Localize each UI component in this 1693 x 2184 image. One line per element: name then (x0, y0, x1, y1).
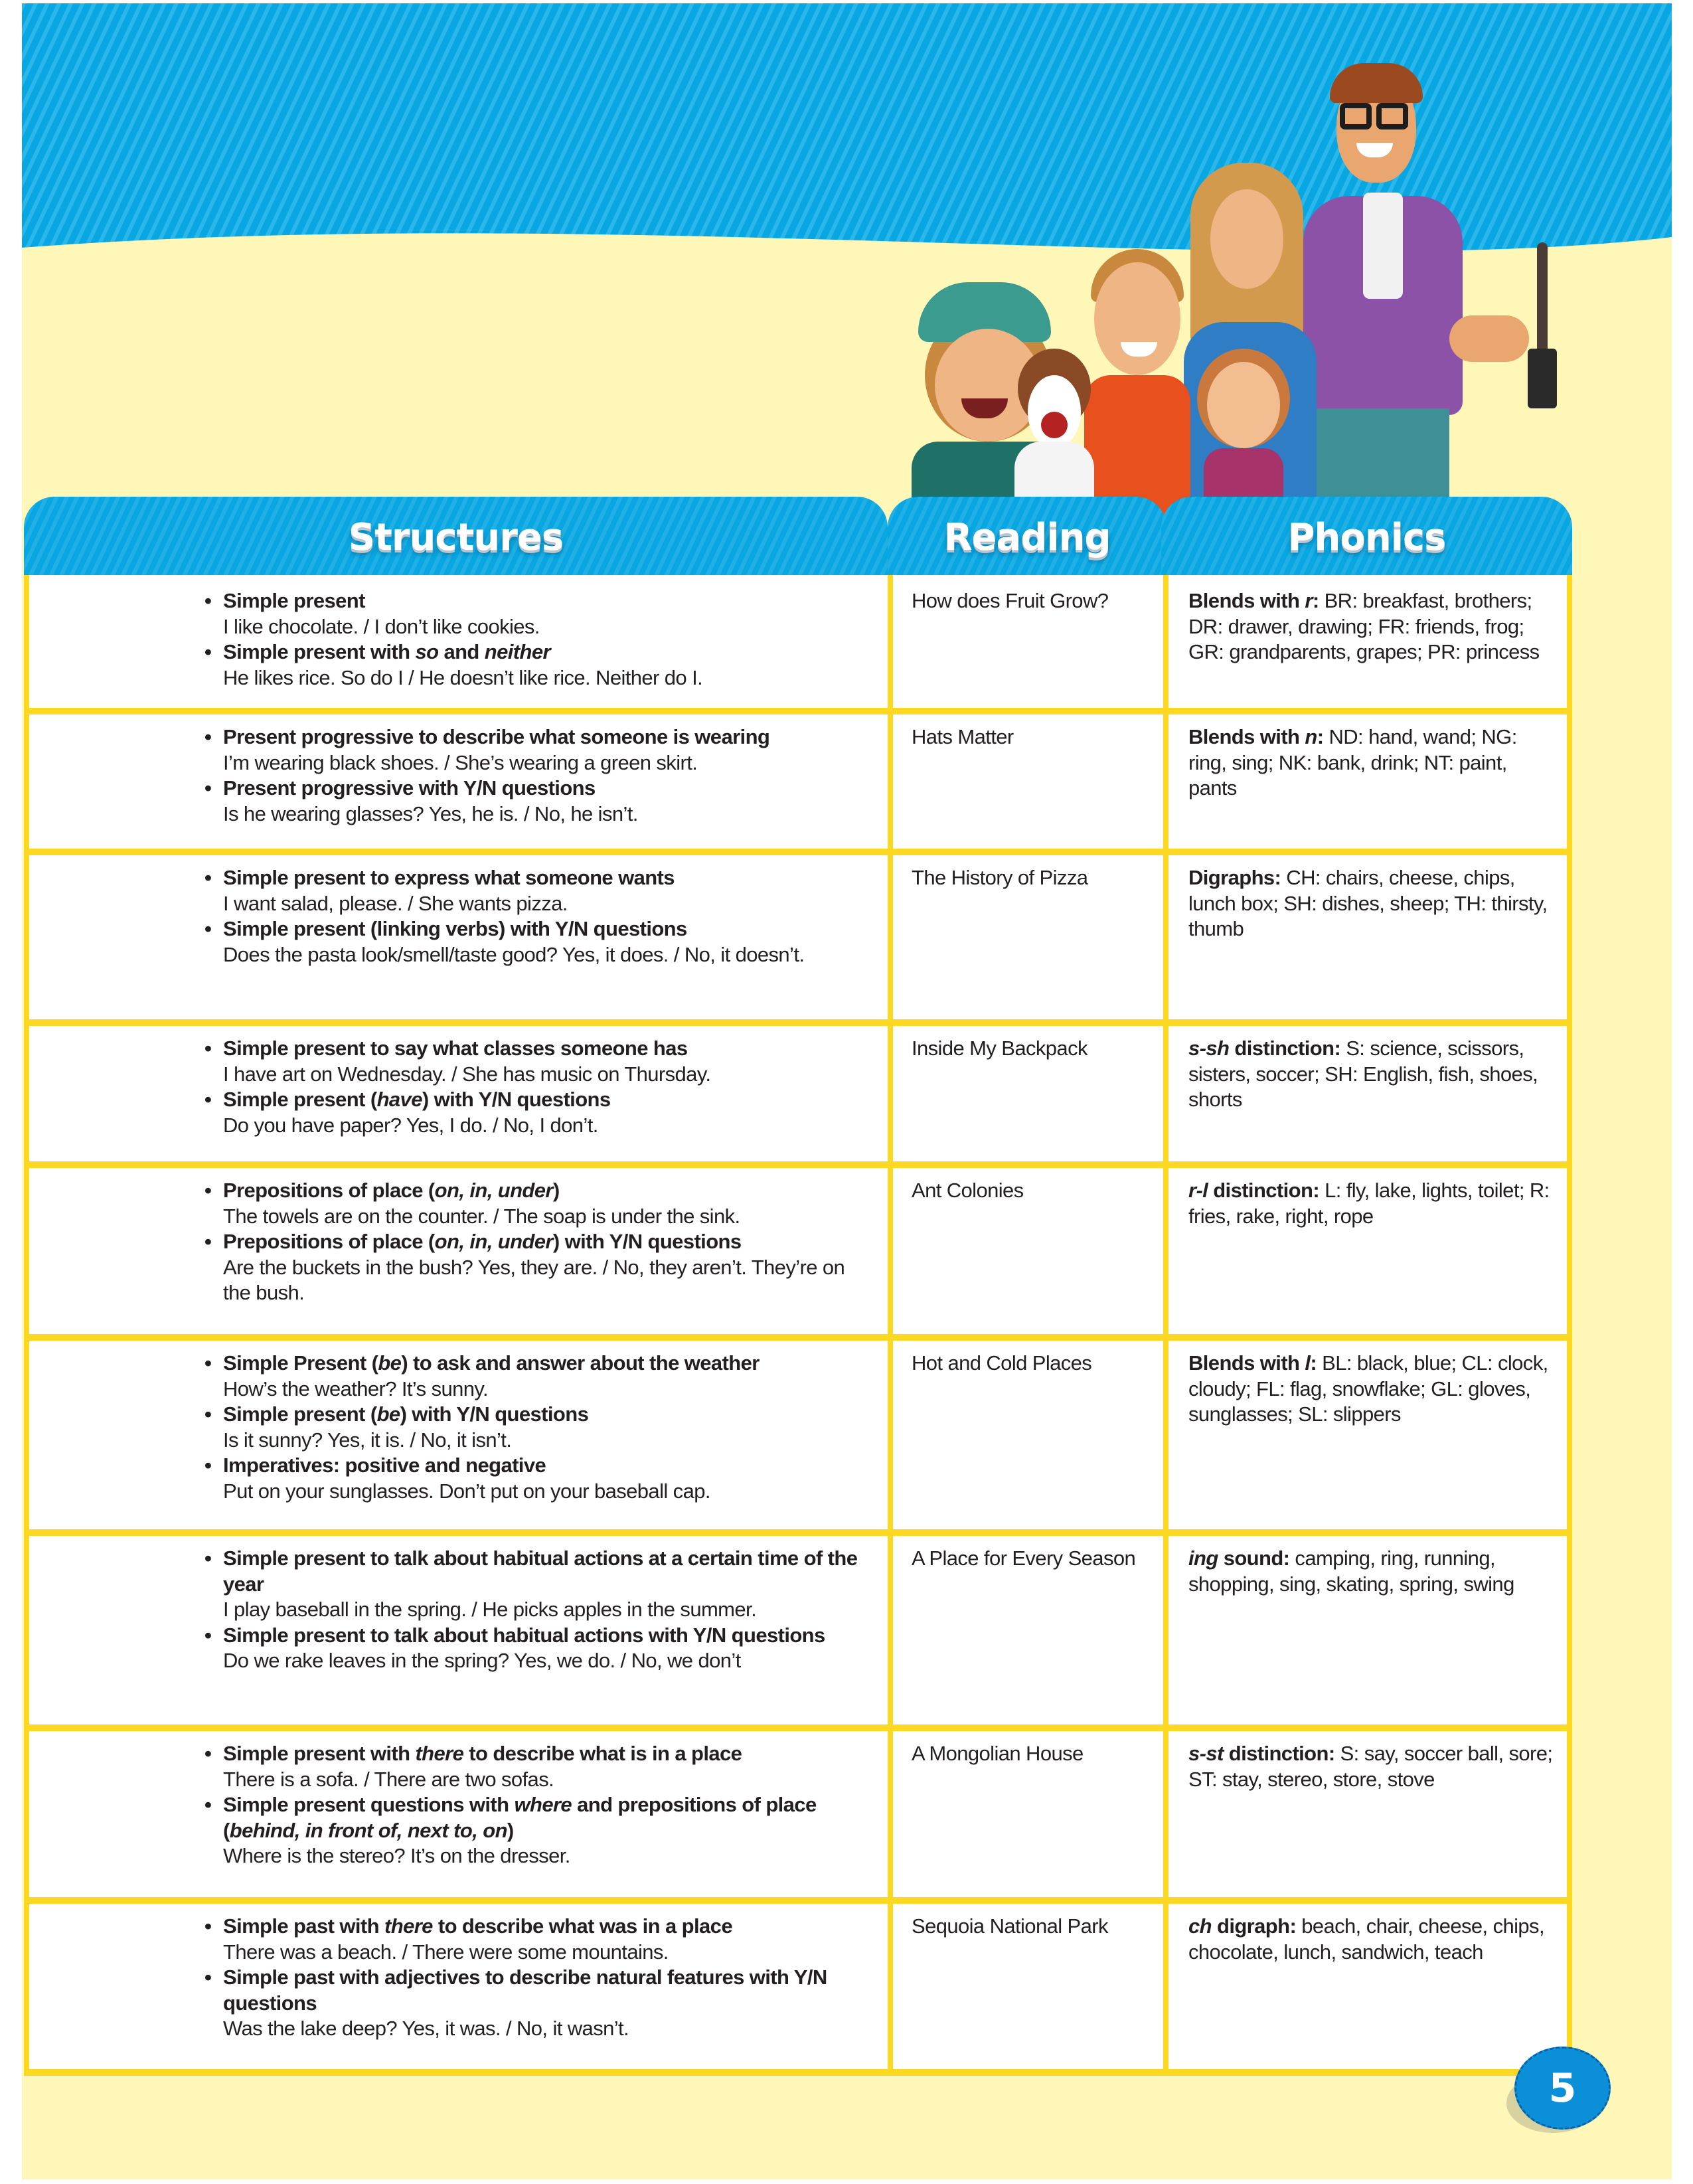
structure-example: He likes rice. So do I / He doesn’t like rice. Neither do I. (223, 665, 703, 689)
structures-list (204, 1351, 868, 1504)
table-row (24, 1337, 1572, 1533)
structure-item (204, 916, 868, 967)
text-run: : (1312, 589, 1319, 612)
text-run-wrapper: Simple present (223, 589, 365, 612)
reading-cell (888, 575, 1163, 711)
phonics-cell (1163, 711, 1572, 852)
reading-title: Ant Colonies (912, 1179, 1024, 1202)
text-run-wrapper (485, 640, 550, 663)
text-run-wrapper: ) (552, 1179, 560, 1202)
text-run-wrapper: Simple Present ( (223, 1351, 378, 1375)
structure-item (204, 1623, 868, 1674)
text-run-wrapper: CH: chairs, cheese, chips, lunch box; SH: dishes, sheep; TH: thirsty, thumb (1188, 866, 1548, 940)
structure-item (204, 1036, 868, 1087)
table-row (24, 575, 1572, 711)
structure-item (204, 588, 868, 639)
structure-item (204, 1229, 868, 1306)
bullet-icon: • (204, 1351, 212, 1375)
phonics-cell (1163, 852, 1572, 1023)
text-run-wrapper: BL: black, blue; CL: clock, cloudy; FL: flag, snowflake; GL: gloves, sunglasses; SL: slippers (1188, 1351, 1548, 1426)
text-run-wrapper (377, 1402, 400, 1426)
text-run-wrapper: Prepositions of place ( (223, 1179, 435, 1202)
structures-list (204, 1178, 868, 1306)
text-run: ing (1188, 1547, 1218, 1570)
structure-item (204, 1914, 868, 1965)
structure-example: The towels are on the counter. / The soap is under the sink. (223, 1204, 740, 1228)
header-phonics-label: Phonics (1287, 516, 1446, 559)
structure-item (204, 724, 868, 776)
text-run: there (384, 1914, 433, 1938)
text-run-wrapper (1208, 1179, 1319, 1202)
reading-cell (888, 711, 1163, 852)
structures-cell (24, 1165, 888, 1337)
text-run-wrapper: S: science, scissors, sisters, soccer; SH: English, fish, shoes, shorts (1188, 1037, 1538, 1111)
row-divider (24, 708, 1572, 714)
text-run: where (514, 1793, 572, 1816)
text-run-wrapper: and (438, 640, 485, 663)
girl-figure-icon (1190, 349, 1297, 508)
reading-cell (888, 1900, 1163, 2072)
reading-title: Hats Matter (912, 725, 1014, 748)
bullet-icon: • (204, 1966, 212, 1989)
table-row (24, 1533, 1572, 1728)
phonics-text (1188, 1914, 1560, 1965)
structure-item (204, 1402, 868, 1453)
text-run: on, in, under (434, 1230, 553, 1253)
table-row (24, 1728, 1572, 1900)
structure-item (204, 1178, 868, 1229)
text-run-wrapper: to describe what is in a place (463, 1742, 742, 1765)
structure-item (204, 639, 868, 691)
text-run-wrapper (1218, 1547, 1290, 1570)
row-divider (24, 1897, 1572, 1904)
text-run-wrapper (415, 640, 438, 663)
phonics-text (1188, 1178, 1560, 1229)
bullet-icon: • (204, 1547, 212, 1570)
structures-cell (24, 1337, 888, 1533)
structure-item (204, 865, 868, 916)
text-run-wrapper: Simple present with (223, 1742, 416, 1765)
text-run: behind, in front of, next to, on (229, 1818, 507, 1842)
bullet-icon: • (204, 640, 212, 663)
structure-heading (223, 866, 675, 889)
text-run: have (376, 1088, 422, 1111)
structure-example: I like chocolate. / I don’t like cookies. (223, 614, 540, 638)
structure-item (204, 1792, 868, 1869)
reading-cell (888, 1337, 1163, 1533)
text-run: Blends with (1188, 1351, 1305, 1375)
reading-cell (888, 1165, 1163, 1337)
text-run-wrapper: Prepositions of place ( (223, 1230, 435, 1253)
text-run: : (1317, 725, 1324, 748)
text-run: distinction: (1229, 1037, 1341, 1060)
text-run-wrapper: and prepositions of place ( (223, 1793, 817, 1842)
reading-cell (888, 1533, 1163, 1728)
text-run-wrapper: Present progressive to describe what someone is wearing (223, 725, 770, 748)
table-bottom-border (24, 2069, 1572, 2076)
structure-item (204, 1087, 868, 1138)
phonics-cell (1163, 1900, 1572, 2072)
text-run-wrapper: L: fly, lake, lights, toilet; R: fries, rake, right, rope (1188, 1179, 1550, 1228)
structures-cell (24, 852, 888, 1023)
reading-title: Sequoia National Park (912, 1914, 1108, 1938)
table-row (24, 852, 1572, 1023)
structures-cell (24, 711, 888, 852)
structure-example: There was a beach. / There were some mountains. (223, 1940, 669, 1964)
structure-heading (223, 1966, 827, 2015)
header-structures-label: Structures (348, 516, 564, 559)
text-run-wrapper: Simple past with (223, 1914, 385, 1938)
row-divider (24, 1529, 1572, 1536)
structure-item (204, 1351, 868, 1402)
structure-example: Do you have paper? Yes, I do. / No, I don’t. (223, 1113, 598, 1137)
text-run-wrapper: ND: hand, wand; NG: ring, sing; NK: bank, drink; NT: paint, pants (1188, 725, 1517, 799)
dad-hand-icon (1449, 315, 1529, 362)
text-run-wrapper: Simple present to talk about habitual actions at a certain time of the year (223, 1547, 858, 1596)
text-run-wrapper (1188, 1742, 1224, 1765)
bullet-icon: • (204, 917, 212, 940)
table-row (24, 1165, 1572, 1337)
text-run-wrapper: Simple present to talk about habitual actions with Y/N questions (223, 1623, 825, 1647)
table-row (24, 1900, 1572, 2072)
structure-example: I’m wearing black shoes. / She’s wearing a green skirt. (223, 750, 698, 774)
structure-heading (223, 776, 596, 799)
table-row (24, 711, 1572, 852)
structures-list (204, 588, 868, 691)
text-run: n (1305, 725, 1317, 748)
structure-example: Does the pasta look/smell/taste good? Yes, it does. / No, it doesn’t. (223, 942, 805, 966)
structure-item (204, 1741, 868, 1792)
bullet-icon: • (204, 725, 212, 748)
text-run: l (1305, 1351, 1311, 1375)
structure-heading (223, 640, 550, 663)
row-divider (24, 1019, 1572, 1026)
structures-cell (24, 575, 888, 711)
structure-item (204, 1965, 868, 2042)
phonics-text (1188, 1546, 1560, 1597)
structure-heading (223, 1793, 817, 1842)
phonics-cell (1163, 1533, 1572, 1728)
text-run: sound: (1218, 1547, 1290, 1570)
text-run: ch (1188, 1914, 1212, 1938)
text-run: r (1305, 589, 1313, 612)
dad-figure-icon (1303, 63, 1463, 488)
structure-heading (223, 1037, 687, 1060)
header-reading-label: Reading (943, 516, 1111, 559)
text-run: r-l (1188, 1179, 1208, 1202)
structure-heading (223, 1624, 825, 1647)
badge-coin (1514, 2047, 1611, 2130)
reading-title: How does Fruit Grow? (912, 589, 1109, 612)
structure-example: I want salad, please. / She wants pizza. (223, 891, 568, 915)
structure-heading (223, 1402, 588, 1426)
bullet-icon: • (204, 1088, 212, 1111)
structure-item (204, 776, 868, 827)
structure-heading (223, 1454, 546, 1477)
row-divider (24, 849, 1572, 855)
text-run-wrapper: beach, chair, cheese, chips, chocolate, lunch, sandwich, teach (1188, 1914, 1544, 1964)
text-run-wrapper (1317, 725, 1324, 748)
bullet-icon: • (204, 1793, 212, 1816)
text-run-wrapper: Simple present with (223, 640, 416, 663)
text-run-wrapper (1188, 725, 1305, 748)
structure-example: Put on your sunglasses. Don’t put on your baseball cap. (223, 1479, 710, 1503)
row-divider (24, 1161, 1572, 1168)
text-run: s-st (1188, 1742, 1224, 1765)
text-run-wrapper: Simple present questions with (223, 1793, 515, 1816)
reading-title: Inside My Backpack (912, 1037, 1088, 1060)
page-number: 5 (1548, 2064, 1577, 2112)
bullet-icon: • (204, 1742, 212, 1765)
structure-example: I play baseball in the spring. / He picks apples in the summer. (223, 1598, 757, 1621)
text-run-wrapper (435, 1179, 553, 1202)
structure-example: Do we rake leaves in the spring? Yes, we do. / No, we don’t (223, 1649, 741, 1672)
structures-list (204, 865, 868, 967)
structure-heading (223, 1179, 560, 1202)
text-run-wrapper (1313, 589, 1319, 612)
structure-example: How’s the weather? It’s sunny. (223, 1377, 489, 1400)
text-run: s-sh (1188, 1037, 1230, 1060)
structures-list (204, 1914, 868, 2042)
structure-example: Are the buckets in the bush? Yes, they are. / No, they aren’t. They’re on the bush. (223, 1255, 845, 1304)
text-run-wrapper (1305, 725, 1317, 748)
structure-example: Is it sunny? Yes, it is. / No, it isn’t. (223, 1428, 512, 1452)
text-run-wrapper (1188, 1547, 1218, 1570)
text-run-wrapper (415, 1742, 463, 1765)
structure-example: Was the lake deep? Yes, it was. / No, it wasn’t. (223, 2017, 629, 2040)
text-run: there (415, 1742, 464, 1765)
text-run: distinction: (1208, 1179, 1320, 1202)
text-run-wrapper: camping, ring, running, shopping, sing, skating, spring, swing (1188, 1547, 1514, 1596)
text-run-wrapper: Simple present ( (223, 1088, 377, 1111)
structure-item (204, 1546, 868, 1623)
text-run-wrapper (230, 1819, 507, 1842)
text-run: Digraphs: (1188, 866, 1281, 889)
structures-cell (24, 1900, 888, 2072)
reading-cell (888, 852, 1163, 1023)
bullet-icon: • (204, 866, 212, 889)
text-run-wrapper (435, 1230, 553, 1253)
text-run: be (378, 1351, 402, 1375)
text-run-wrapper: BR: breakfast, brothers; DR: drawer, drawing; FR: friends, frog; GR: grandparents, grapes; PR: princess (1188, 589, 1540, 663)
reading-title: A Mongolian House (912, 1742, 1084, 1765)
spatula-icon (1522, 242, 1562, 415)
structures-cell (24, 1533, 888, 1728)
reading-title: The History of Pizza (912, 866, 1088, 889)
text-run-wrapper: ) with Y/N questions (552, 1230, 742, 1253)
bullet-icon: • (204, 1037, 212, 1060)
text-run-wrapper (1188, 1351, 1305, 1375)
text-run-wrapper: Simple past with adjectives to describe natural features with Y/N questions (223, 1966, 827, 2015)
text-run-wrapper: Imperatives: positive and negative (223, 1454, 546, 1477)
text-run: : (1310, 1351, 1317, 1375)
phonics-text (1188, 724, 1560, 801)
text-run: digraph: (1211, 1914, 1297, 1938)
text-run-wrapper (384, 1914, 433, 1938)
phonics-text (1188, 865, 1560, 942)
text-run-wrapper: to describe what was in a place (432, 1914, 732, 1938)
table-row (24, 1023, 1572, 1165)
text-run-wrapper (1188, 1037, 1229, 1060)
text-run-wrapper (1310, 1351, 1317, 1375)
header-reading (888, 497, 1167, 578)
structures-cell (24, 1023, 888, 1165)
bullet-icon: • (204, 1623, 212, 1647)
reading-cell (888, 1023, 1163, 1165)
text-run-wrapper: Simple present ( (223, 1402, 377, 1426)
reading-title: A Place for Every Season (912, 1547, 1136, 1570)
bullet-icon: • (204, 1454, 212, 1477)
structure-example: Where is the stereo? It’s on the dresser. (223, 1844, 570, 1867)
dog-icon (1005, 349, 1104, 508)
text-run-wrapper: Simple present (linking verbs) with Y/N questions (223, 917, 687, 940)
structures-list (204, 1546, 868, 1674)
header-structures (24, 497, 888, 578)
text-run-wrapper: ) with Y/N questions (400, 1402, 589, 1426)
structures-list (204, 724, 868, 827)
structure-heading (223, 1914, 732, 1938)
structure-heading (223, 1547, 857, 1596)
text-run-wrapper (1305, 589, 1312, 612)
phonics-text (1188, 1036, 1560, 1113)
structure-example: Is he wearing glasses? Yes, he is. / No, he isn’t. (223, 801, 638, 825)
bullet-icon: • (204, 1914, 212, 1938)
text-run: be (376, 1402, 400, 1426)
structures-list (204, 1741, 868, 1869)
page (22, 3, 1672, 2179)
structure-heading (223, 589, 365, 612)
phonics-cell (1163, 1728, 1572, 1900)
text-run-wrapper (1229, 1037, 1340, 1060)
text-run: Blends with (1188, 589, 1305, 612)
bullet-icon: • (204, 589, 212, 612)
text-run-wrapper (1212, 1914, 1296, 1938)
reading-cell (888, 1728, 1163, 1900)
text-run-wrapper: Present progressive with Y/N questions (223, 776, 596, 799)
structure-example: There is a sofa. / There are two sofas. (223, 1767, 554, 1791)
text-run-wrapper (514, 1793, 572, 1816)
text-run: so (415, 640, 439, 663)
family-illustration (905, 63, 1642, 501)
phonics-cell (1163, 1165, 1572, 1337)
text-run: on, in, under (434, 1179, 553, 1202)
structure-heading (223, 1742, 742, 1765)
text-run: Blends with (1188, 725, 1305, 748)
page-number-badge (1512, 2047, 1611, 2140)
text-run: distinction: (1223, 1742, 1335, 1765)
text-run-wrapper: ) with Y/N questions (422, 1088, 611, 1111)
bullet-icon: • (204, 1179, 212, 1202)
phonics-text (1188, 1741, 1560, 1792)
text-run-wrapper (378, 1351, 401, 1375)
text-run-wrapper: ) (507, 1818, 514, 1842)
text-run-wrapper (377, 1088, 422, 1111)
text-run-wrapper: ) to ask and answer about the weather (401, 1351, 760, 1375)
phonics-text (1188, 1351, 1560, 1428)
structure-heading (223, 1088, 611, 1111)
text-run-wrapper: Simple present to say what classes someone has (223, 1037, 688, 1060)
structure-heading (223, 1230, 742, 1253)
text-run: neither (484, 640, 550, 663)
structure-item (204, 1453, 868, 1504)
text-run-wrapper (1188, 866, 1281, 889)
structure-heading (223, 1351, 760, 1375)
row-divider (24, 1334, 1572, 1341)
phonics-text (1188, 588, 1560, 665)
structure-example: I have art on Wednesday. / She has music on Thursday. (223, 1062, 711, 1086)
text-run-wrapper (1188, 589, 1305, 612)
text-run-wrapper (1188, 1914, 1212, 1938)
bullet-icon: • (204, 1230, 212, 1253)
structure-heading (223, 725, 769, 748)
text-run-wrapper (1188, 1179, 1208, 1202)
phonics-cell (1163, 1023, 1572, 1165)
structures-list (204, 1036, 868, 1138)
bullet-icon: • (204, 1402, 212, 1426)
phonics-cell (1163, 1337, 1572, 1533)
structure-heading (223, 917, 687, 940)
text-run-wrapper (1224, 1742, 1335, 1765)
table-header (24, 497, 1572, 578)
bullet-icon: • (204, 776, 212, 799)
row-divider (24, 1724, 1572, 1731)
phonics-cell (1163, 575, 1572, 711)
reading-title: Hot and Cold Places (912, 1351, 1092, 1375)
header-phonics (1161, 497, 1572, 578)
structures-cell (24, 1728, 888, 1900)
text-run-wrapper: Simple present to express what someone wants (223, 866, 675, 889)
text-run-wrapper: S: say, soccer ball, sore; ST: stay, stereo, store, stove (1188, 1742, 1553, 1791)
